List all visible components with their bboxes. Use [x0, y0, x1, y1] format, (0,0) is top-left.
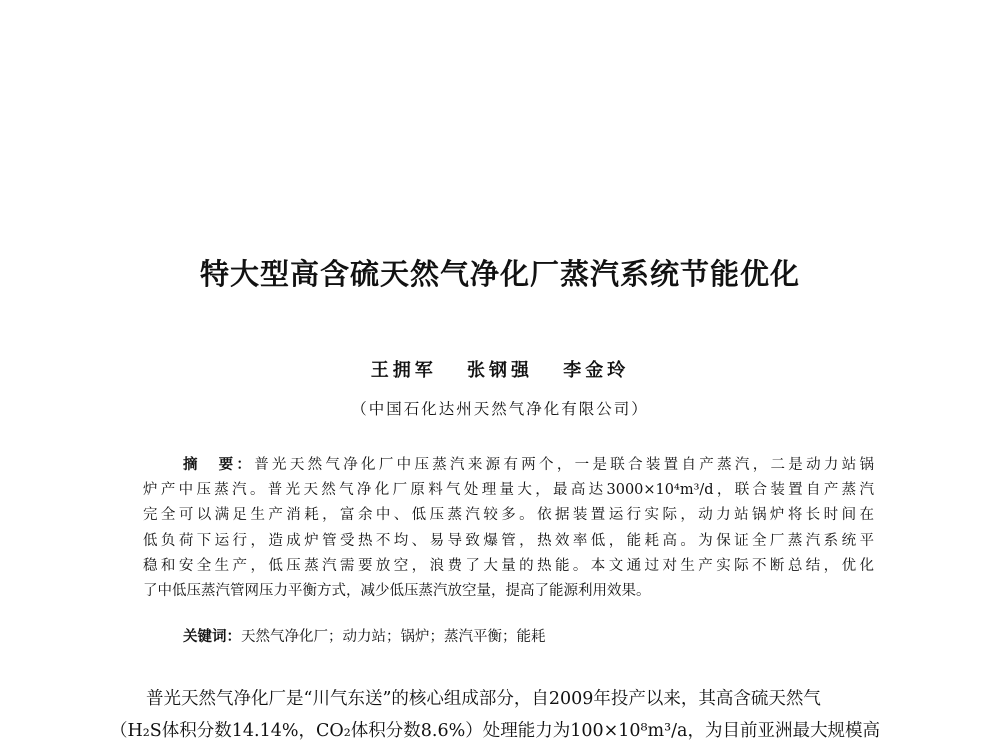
abstract-text: 普光天然气净化厂中压蒸汽来源有两个，一是联合装置自产蒸汽，二是动力站锅: [254, 457, 875, 473]
abstract-line: [143, 453, 874, 478]
keywords-label: 关键词：: [183, 629, 241, 645]
abstract-label: 摘 要：: [183, 457, 255, 473]
author-list: [0, 356, 1000, 382]
author-name: 王拥军: [370, 360, 437, 381]
author-name: 张钢强: [467, 360, 533, 381]
keywords-text: 天然气净化厂；动力站；锅炉；蒸汽平衡；能耗: [241, 629, 546, 645]
author-affiliation: （中国石化达州天然气净化有限公司）: [351, 400, 649, 418]
abstract-line: 炉产中压蒸汽。普光天然气净化厂原料气处理量大，最高达3000×10⁴m³/d，联合装置自产蒸汽: [143, 482, 874, 499]
author-name: 李金玲: [563, 360, 630, 381]
body-line: 普光天然气净化厂是“川气东送”的核心组成部分，自2009年投产以来，其高含硫天然气: [146, 689, 821, 709]
body-line: （H₂S体积分数14.14%，CO₂体积分数8.6%）处理能力为100×10⁸m³/a，为目前亚洲最大规模高: [110, 721, 880, 741]
abstract-line: 低负荷下运行，造成炉管受热不均、易导致爆管，热效率低，能耗高。为保证全厂蒸汽系统平: [143, 532, 874, 549]
abstract: [143, 453, 874, 604]
abstract-line: 完全可以满足生产消耗，富余中、低压蒸汽较多。依据装置运行实际，动力站锅炉将长时间在: [143, 507, 874, 524]
paper-title: 特大型高含硫天然气净化厂蒸汽系统节能优化: [199, 257, 800, 291]
abstract-line: 了中低压蒸汽管网压力平衡方式，减少低压蒸汽放空量，提高了能源利用效果。: [143, 582, 651, 599]
body-paragraph: [110, 683, 910, 747]
keywords: [183, 625, 546, 646]
abstract-line: 稳和安全生产，低压蒸汽需要放空，浪费了大量的热能。本文通过对生产实际不断总结，优化: [143, 557, 874, 574]
